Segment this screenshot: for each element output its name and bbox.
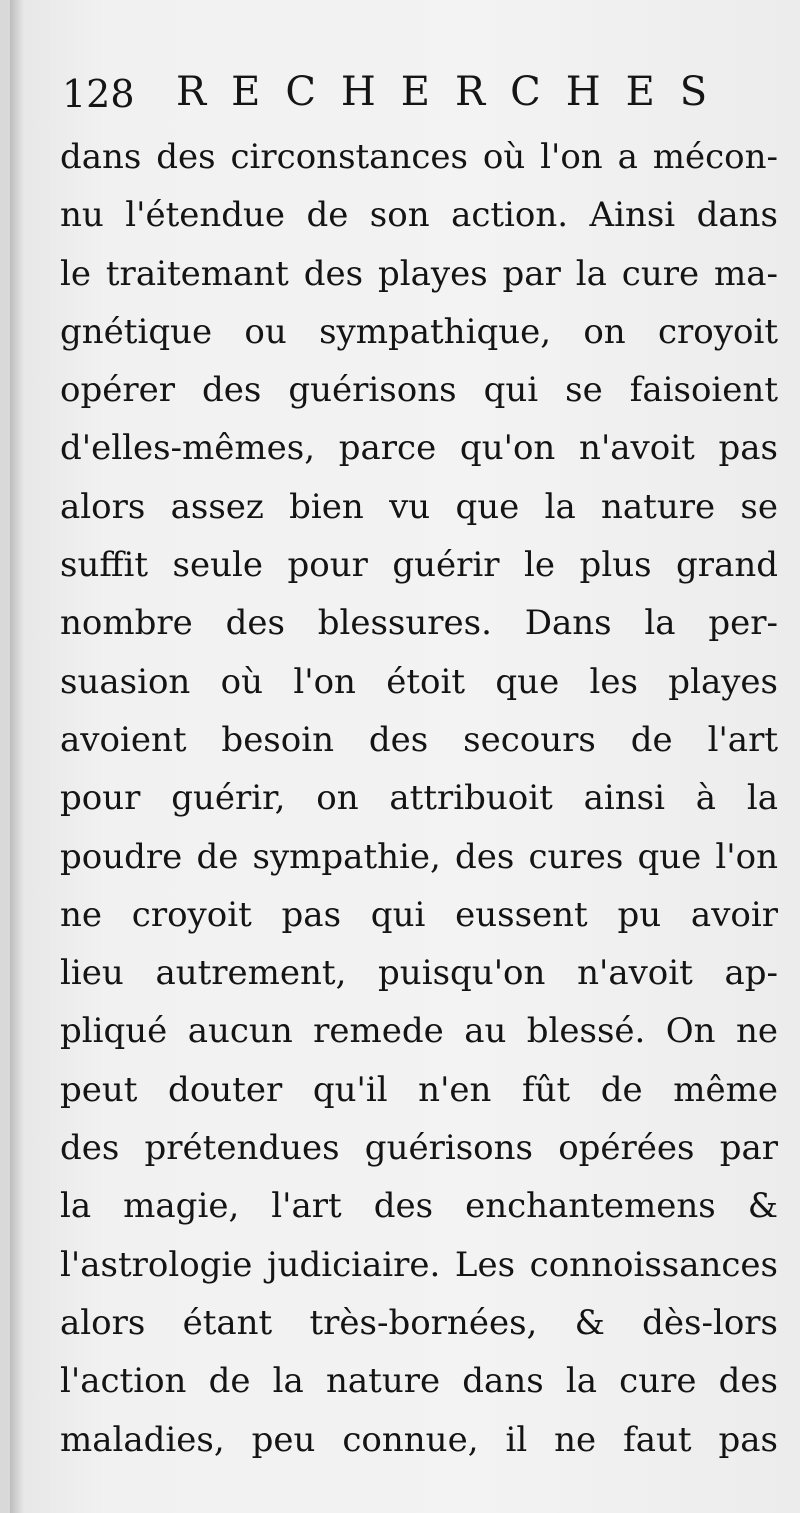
running-head: RECHERCHES (176, 69, 733, 115)
text-line: maladies, peu connue, il ne faut pas (60, 1419, 778, 1460)
text-line: l'action de la nature dans la cure des (60, 1361, 778, 1402)
text-line: nombre des blessures. Dans la per- (60, 603, 778, 644)
text-line: l'astrologie judiciaire. Les connoissances (60, 1244, 778, 1285)
text-line: nu l'étendue de son action. Ainsi dans (60, 195, 778, 236)
text-line: alors assez bien vu que la nature se (60, 486, 778, 527)
text-line: dans des circonstances où l'on a mécon- (60, 137, 778, 177)
text-line: ne croyoit pas qui eussent pu avoir (60, 894, 778, 935)
text-line: alors étant très-bornées, & dès-lors (60, 1302, 778, 1343)
text-line: gnétique ou sympathique, on croyoit (60, 311, 778, 352)
book-page (10, 0, 800, 1513)
text-line: suasion où l'on étoit que les playes (60, 661, 778, 702)
text-line: le traitemant des playes par la cure ma- (60, 253, 778, 294)
text-line: pour guérir, on attribuoit ainsi à la (60, 778, 778, 819)
text-line: d'elles-mêmes, parce qu'on n'avoit pas (60, 428, 778, 469)
text-line: suffit seule pour guérir le plus grand (60, 545, 778, 586)
text-line: opérer des guérisons qui se faisoient (60, 370, 778, 411)
text-line: avoient besoin des secours de l'art (60, 719, 778, 760)
text-line: poudre de sympathie, des cures que l'on (60, 836, 778, 877)
body-text (60, 128, 778, 1469)
page-header (62, 70, 782, 120)
text-line: peut douter qu'il n'en fût de même (60, 1069, 778, 1110)
page-edge-shadow (10, 0, 24, 1513)
text-line: des prétendues guérisons opérées par (60, 1128, 778, 1169)
text-line: lieu autrement, puisqu'on n'avoit ap- (60, 953, 778, 994)
page-number: 128 (62, 72, 135, 116)
text-line: la magie, l'art des enchantemens & (60, 1186, 778, 1227)
text-line: pliqué aucun remede au blessé. On ne (60, 1011, 778, 1052)
